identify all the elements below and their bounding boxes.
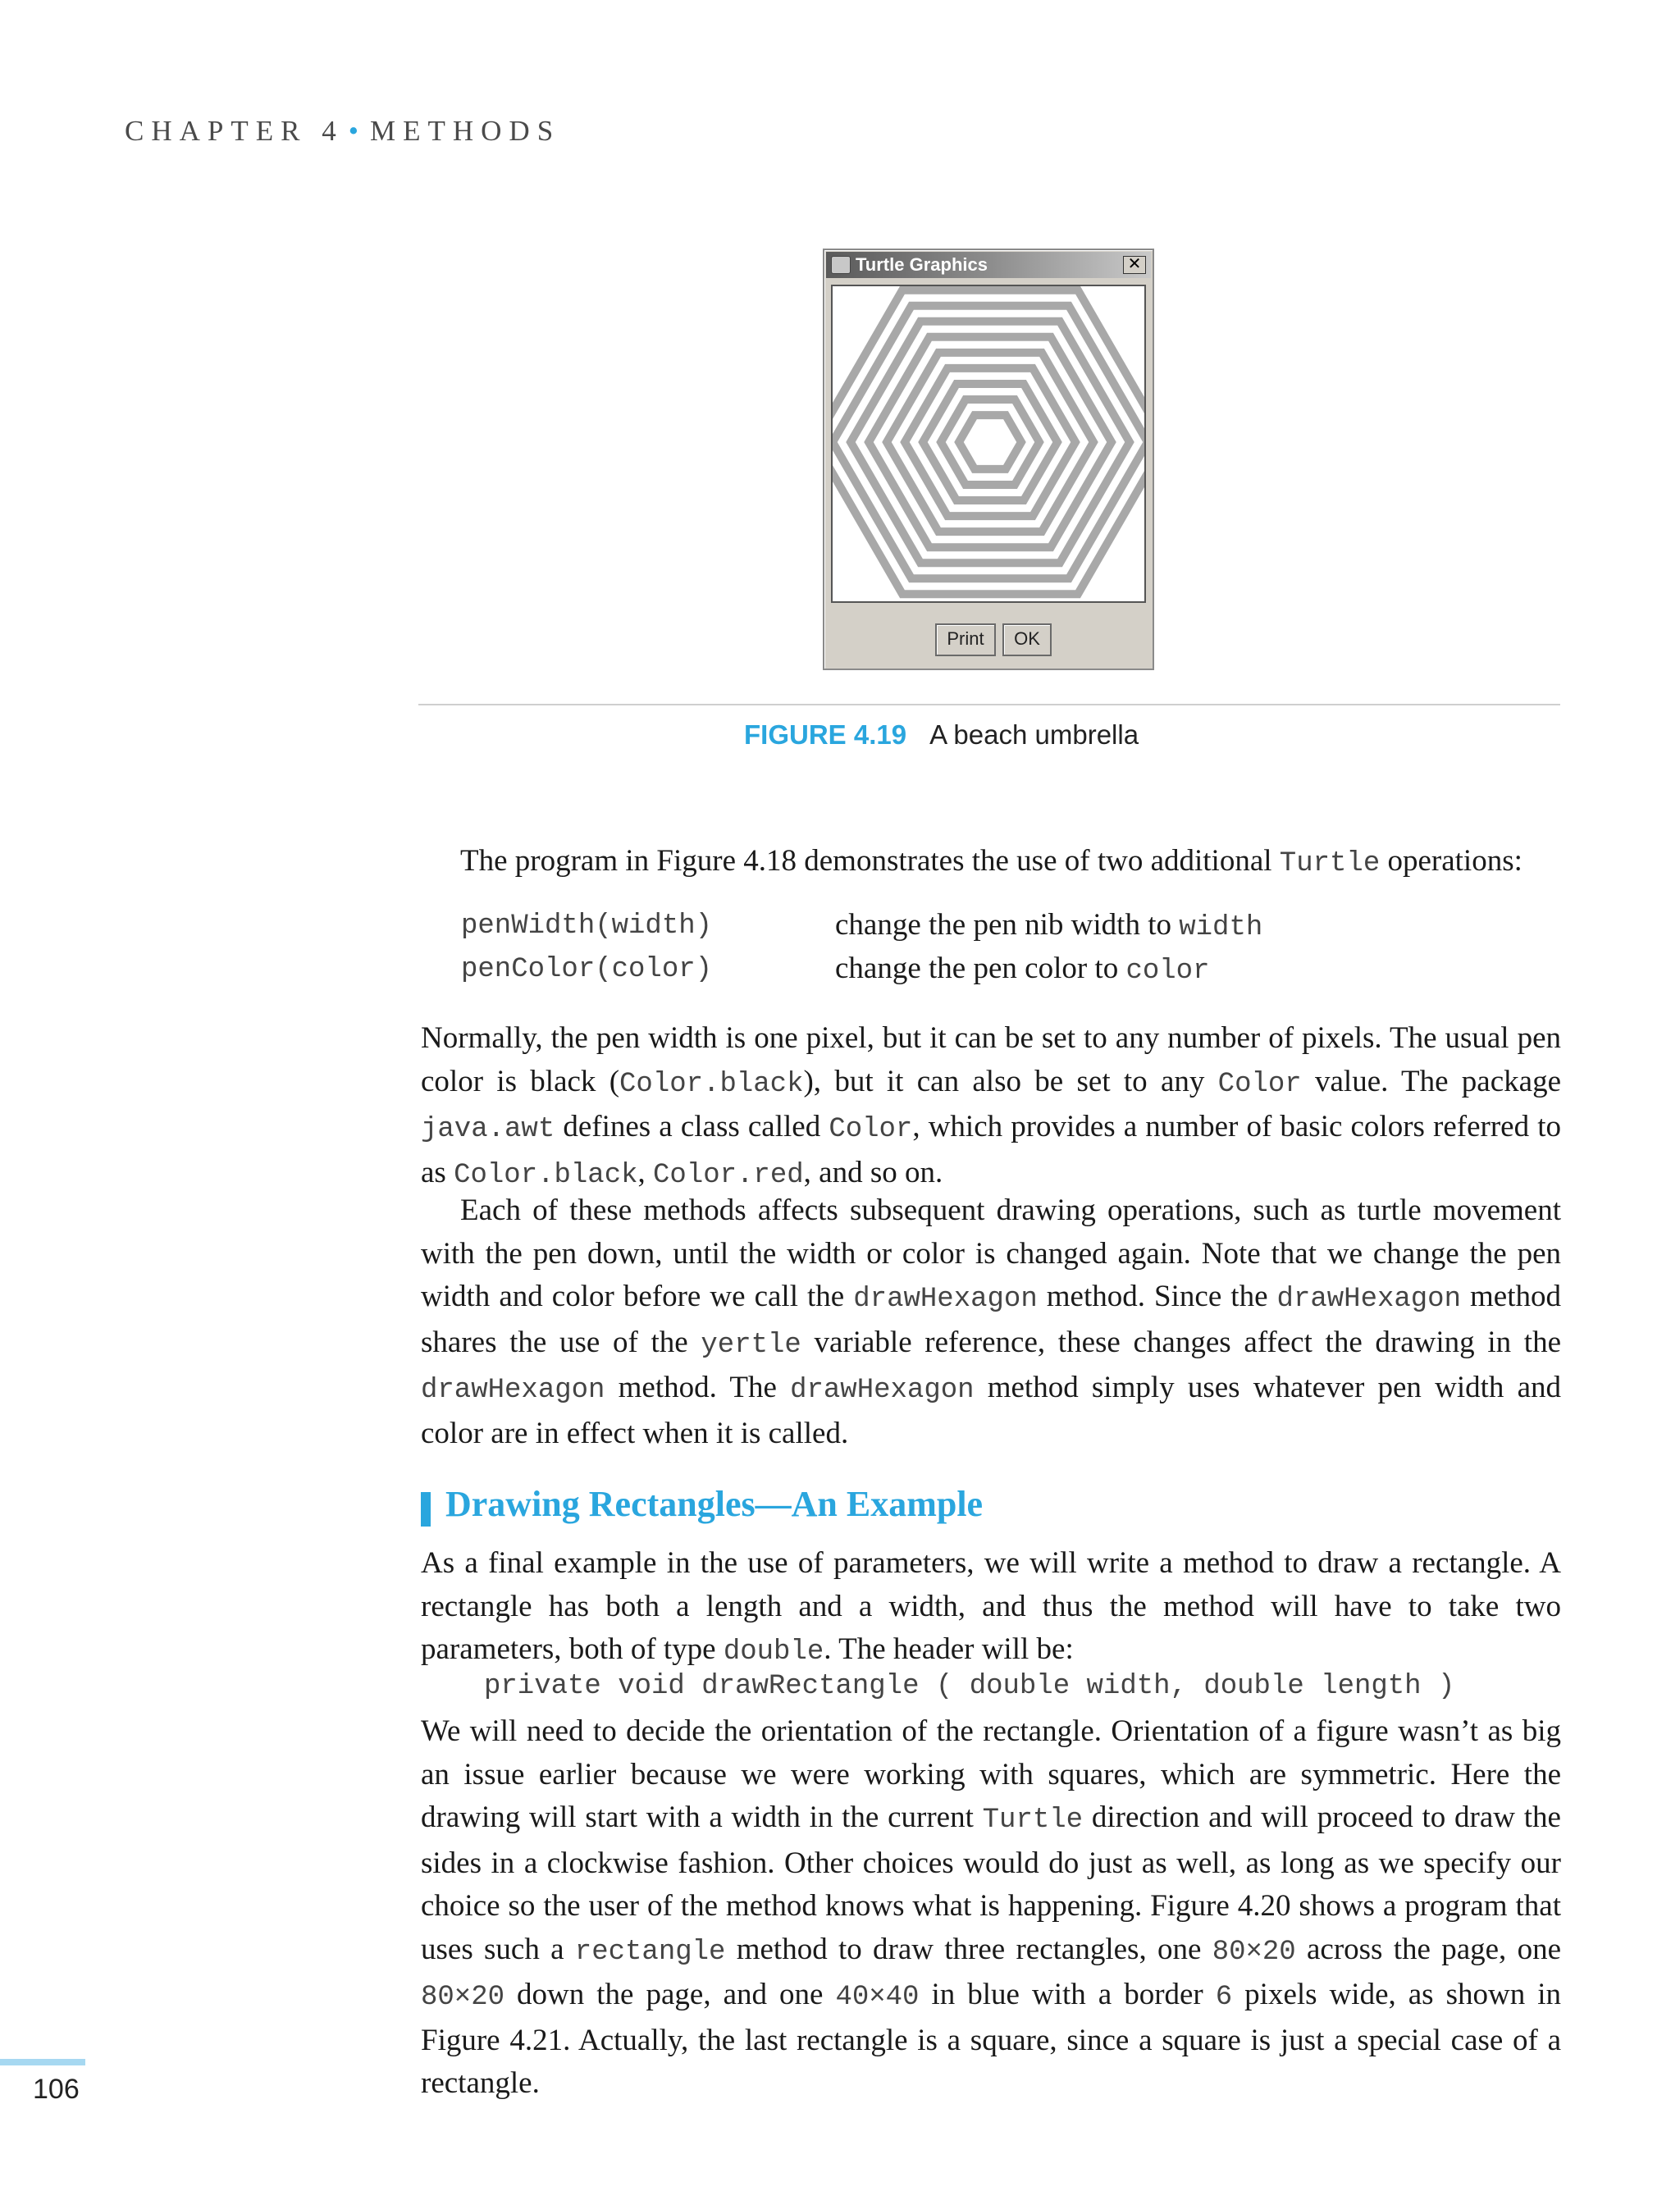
- code-run: color: [1125, 956, 1210, 987]
- code-run: drawHexagon: [790, 1375, 975, 1406]
- drawing-canvas: [831, 285, 1146, 603]
- body-paragraph: [421, 1017, 1561, 1197]
- separator-dot: •: [348, 115, 358, 147]
- body-paragraph: [421, 1189, 1561, 1455]
- chapter-label: CHAPTER 4: [125, 115, 344, 147]
- code-run: drawHexagon: [853, 1284, 1038, 1315]
- operation-definition: [835, 951, 1209, 987]
- print-button[interactable]: Print: [935, 623, 996, 656]
- window-title: Turtle Graphics: [856, 254, 988, 275]
- intro-paragraph: [421, 840, 1561, 886]
- chapter-title: METHODS: [369, 115, 561, 147]
- code-run: rectangle: [574, 1936, 726, 1968]
- body-paragraph: [421, 1542, 1561, 1674]
- window-titlebar[interactable]: [826, 252, 1151, 278]
- code-run: drawHexagon: [1276, 1284, 1461, 1315]
- turtle-graphics-window: [823, 249, 1154, 670]
- hexagon-ring: [887, 353, 1093, 532]
- operation-term: penWidth(width): [461, 911, 713, 942]
- coffee-cup-icon: [831, 256, 851, 274]
- text-run: value. The package: [1301, 1064, 1561, 1098]
- code-run: Turtle: [1279, 848, 1381, 879]
- hexagon-ring: [851, 322, 1130, 563]
- figure-number: FIGURE 4.19: [744, 719, 907, 750]
- code-run: Turtle: [982, 1805, 1084, 1836]
- text-run: defines a class called: [555, 1110, 829, 1143]
- code-run: Color: [1217, 1068, 1302, 1100]
- text-run: direction and will proceed to draw the sides in a clockwise fashion. Other choices would do just as well, as long as we specify our choice so the user of the method knows what is happening. Figure 4.20 shows a program that uses such a: [421, 1801, 1561, 1966]
- text-run: method. Since the: [1037, 1280, 1277, 1313]
- code-run: double: [723, 1636, 824, 1668]
- code-run: Color.black: [454, 1159, 638, 1191]
- text-run: method simply uses whatever pen width and color are in effect when it is called.: [421, 1371, 1561, 1450]
- operation-term: penColor(color): [461, 954, 713, 985]
- running-head: [125, 115, 560, 148]
- code-run: 80×20: [421, 1982, 505, 2013]
- code-run: 6: [1215, 1982, 1233, 2013]
- text-run: The program in Figure 4.18 demonstrates the use of two additional: [460, 844, 1280, 878]
- text-run: . The header will be:: [824, 1632, 1074, 1666]
- code-run: drawHexagon: [421, 1375, 605, 1406]
- hexagon-ring: [905, 368, 1075, 516]
- code-run: java.awt: [421, 1114, 555, 1145]
- operation-definition: [835, 907, 1262, 943]
- text-run: change the pen nib width to: [835, 908, 1180, 942]
- section-heading: Drawing Rectangles—An Example: [445, 1484, 984, 1524]
- text-run: We will need to decide the orientation of the rectangle. Orientation of a figure wasn’t as big an issue earlier because we were working with squares, which are symmetric. Here the drawing will start with a width in the current: [421, 1714, 1561, 1834]
- text-run: Normally, the pen width is one pixel, but it can be set to any number of pixels. The usual pen color is black (: [421, 1021, 1561, 1098]
- text-run: method. The: [605, 1371, 791, 1404]
- code-run: Color.red: [653, 1159, 804, 1191]
- text-run: across the page, one: [1295, 1932, 1562, 1966]
- body-paragraph: [421, 1710, 1561, 2106]
- nested-hexagons-drawing: [833, 286, 1144, 601]
- text-run: operations:: [1380, 844, 1522, 878]
- text-run: , and so on.: [803, 1155, 943, 1189]
- text-run: ), but it can also be set to any: [803, 1064, 1218, 1098]
- text-run: As a final example in the use of parameters, we will write a method to draw a rectangle. A rectangle has both a length and a width, and thus the method will have to take two parameters, both of type: [421, 1546, 1561, 1666]
- text-run: Each of these methods affects subsequent drawing operations, such as turtle movement with the pen down, until the width or color is changed again. Note that we change the pen width and color before we call the: [421, 1193, 1561, 1313]
- text-run: pixels wide, as shown in Figure 4.21. Actually, the last rectangle is a square, since a square is just a special case of a rectangle.: [421, 1978, 1561, 2100]
- code-run: yertle: [701, 1329, 801, 1361]
- text-run: change the pen color to: [835, 952, 1126, 985]
- figure-caption: [744, 719, 1139, 751]
- figure-rule: [418, 704, 1560, 705]
- code-run: width: [1179, 912, 1263, 943]
- text-run: down the page, and one: [504, 1978, 836, 2011]
- code-run: 40×40: [835, 1982, 920, 2013]
- text-run: in blue with a border: [919, 1978, 1216, 2011]
- close-button[interactable]: ✕: [1123, 256, 1146, 274]
- text-run: ,: [637, 1155, 654, 1189]
- text-run: method to draw three rectangles, one: [725, 1932, 1212, 1966]
- page-number-bar: [0, 2059, 85, 2065]
- hexagon-ring: [959, 415, 1021, 469]
- code-run: 80×20: [1212, 1936, 1296, 1968]
- method-header-code: private void drawRectangle ( double width, double length ): [484, 1671, 1455, 1702]
- text-run: variable reference, these changes affect the drawing in the: [801, 1325, 1561, 1359]
- code-run: Color: [829, 1114, 913, 1145]
- figure-caption-text: A beach umbrella: [929, 719, 1139, 750]
- ok-button[interactable]: OK: [1002, 623, 1052, 656]
- code-run: Color.black: [619, 1068, 804, 1100]
- text-run: method shares the use of the: [421, 1280, 1562, 1359]
- page-number: 106: [33, 2074, 80, 2105]
- text-run: , which provides a number of basic colors referred to as: [421, 1110, 1561, 1189]
